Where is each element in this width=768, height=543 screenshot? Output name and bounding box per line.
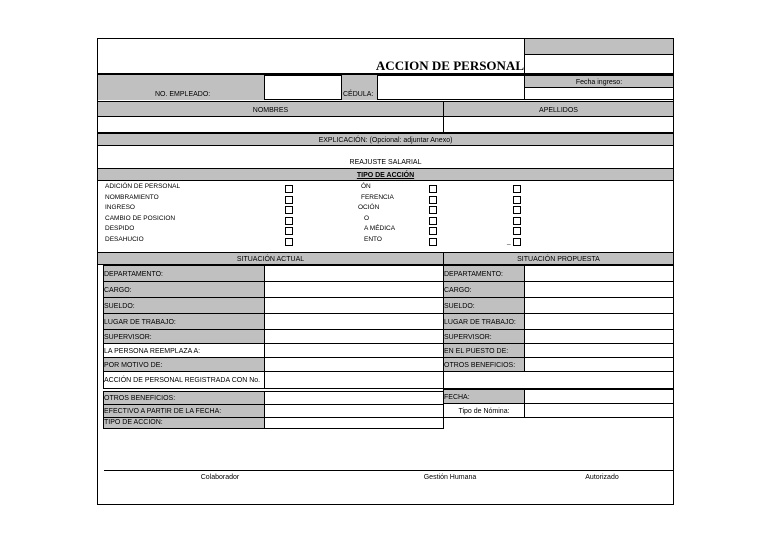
signature-colaborador: Colaborador <box>200 474 240 481</box>
tipo-checkbox[interactable] <box>285 227 293 235</box>
propuesta-input[interactable] <box>524 343 674 358</box>
tipo-item: NOMBRAMIENTO <box>105 194 159 201</box>
propuesta-input[interactable] <box>524 265 674 282</box>
actual-input[interactable] <box>264 329 444 344</box>
actual-input[interactable] <box>264 371 444 389</box>
tipo-checkbox[interactable] <box>285 217 293 225</box>
signature-line <box>104 470 674 471</box>
tipo-nomina-label: Tipo de Nómina: <box>458 408 510 415</box>
propuesta-input[interactable] <box>524 281 674 298</box>
propuesta-blank <box>443 371 674 389</box>
actual-input[interactable] <box>264 391 444 405</box>
tipo-checkbox[interactable] <box>429 227 437 235</box>
form-title: ACCION DE PERSONAL <box>375 58 524 73</box>
propuesta-label: SUPERVISOR: <box>444 334 492 341</box>
actual-label: OTROS BENEFICIOS: <box>104 395 176 402</box>
tipo-item: ENTO <box>364 236 382 243</box>
propuesta-label: SUELDO: <box>444 303 475 310</box>
tipo-checkbox[interactable] <box>513 196 521 204</box>
propuesta-input[interactable] <box>524 357 674 372</box>
apellidos-label: APELLIDOS <box>539 107 578 114</box>
header-gray-cell <box>524 38 674 55</box>
tipo-item: DESAHUCIO <box>105 236 144 243</box>
tipo-checkbox[interactable] <box>285 238 293 246</box>
actual-input[interactable] <box>264 313 444 330</box>
propuesta-label: CARGO: <box>444 287 472 294</box>
tipo-item: CAMBIO DE POSICION <box>105 215 176 222</box>
cedula-label: CÉDULA: <box>343 91 374 98</box>
actual-label: LUGAR DE TRABAJO: <box>104 319 176 326</box>
tipo-item: FERENCIA <box>361 194 394 201</box>
nombres-label: NOMBRES <box>252 107 289 114</box>
tipo-checkbox[interactable] <box>429 206 437 214</box>
actual-label: EFECTIVO A PARTIR DE LA FECHA: <box>104 408 222 415</box>
tipo-checkbox[interactable] <box>429 238 437 246</box>
actual-input[interactable] <box>264 343 444 358</box>
tipo-accion-label: TIPO DE ACCIÓN <box>356 172 415 179</box>
no-empleado-input[interactable] <box>264 75 342 100</box>
actual-label: DEPARTAMENTO: <box>104 271 163 278</box>
tipo-checkbox[interactable] <box>513 238 521 246</box>
situacion-actual-label: SITUACIÓN ACTUAL <box>236 256 305 263</box>
tipo-item: DESPIDO <box>105 225 135 232</box>
header-empty-cell <box>524 54 674 74</box>
nombres-input[interactable] <box>97 116 444 133</box>
actual-label: CARGO: <box>104 287 132 294</box>
propuesta-input[interactable] <box>524 313 674 330</box>
fecha-label: FECHA: <box>444 394 470 401</box>
signature-gestion-humana: Gestión Humana <box>423 474 477 481</box>
fecha-input[interactable] <box>524 389 674 404</box>
tipo-item: INGRESO <box>105 204 135 211</box>
propuesta-label: OTROS BENEFICIOS: <box>444 362 516 369</box>
propuesta-input[interactable] <box>524 329 674 344</box>
propuesta-input[interactable] <box>524 297 674 314</box>
actual-input[interactable] <box>264 281 444 298</box>
tipo-checkbox[interactable] <box>513 206 521 214</box>
tipo-checkbox[interactable] <box>429 185 437 193</box>
mark-text: _ <box>507 238 511 245</box>
explicacion-label: EXPLICACIÓN: (Opcional: adjuntar Anexo) <box>318 137 453 144</box>
actual-label: TIPO DE ACCION: <box>104 419 163 426</box>
cedula-input[interactable] <box>377 75 525 100</box>
tipo-item: A MÉDICA <box>364 225 396 232</box>
actual-input[interactable] <box>264 297 444 314</box>
actual-label: LA PERSONA REEMPLAZA A: <box>104 348 201 355</box>
actual-input[interactable] <box>264 404 444 418</box>
tipo-checkbox[interactable] <box>285 196 293 204</box>
tipo-item: ADICIÓN DE PERSONAL <box>105 183 181 190</box>
tipo-checkbox[interactable] <box>285 185 293 193</box>
tipo-item: OCIÓN <box>358 204 380 211</box>
actual-label: ACCIÓN DE PERSONAL REGISTRADA CON No. <box>104 377 261 384</box>
tipo-item: O <box>364 215 370 222</box>
fecha-ingreso-input[interactable] <box>524 87 674 100</box>
situacion-propuesta-label: SITUACIÓN PROPUESTA <box>517 256 600 263</box>
tipo-item: ÓN <box>361 183 371 190</box>
actual-input[interactable] <box>264 265 444 282</box>
tipo-checkbox[interactable] <box>513 227 521 235</box>
tipo-nomina-input[interactable] <box>524 403 674 418</box>
no-empleado-label: NO. EMPLEADO: <box>155 91 211 98</box>
tipo-checkbox[interactable] <box>429 196 437 204</box>
actual-input[interactable] <box>264 417 444 429</box>
actual-label: SUPERVISOR: <box>104 334 152 341</box>
tipo-checkbox[interactable] <box>429 217 437 225</box>
reajuste-label: REAJUSTE SALARIAL <box>349 159 422 166</box>
tipo-checkbox[interactable] <box>285 206 293 214</box>
propuesta-label: DEPARTAMENTO: <box>444 271 503 278</box>
tipo-checkbox[interactable] <box>513 217 521 225</box>
propuesta-label: LUGAR DE TRABAJO: <box>444 319 516 326</box>
tipo-checkbox[interactable] <box>513 185 521 193</box>
signature-autorizado: Autorizado <box>585 474 619 481</box>
fecha-ingreso-label: Fecha ingreso: <box>575 79 623 86</box>
actual-label: SUELDO: <box>104 303 135 310</box>
actual-input[interactable] <box>264 357 444 372</box>
propuesta-label: EN EL PUESTO DE: <box>444 348 509 355</box>
apellidos-input[interactable] <box>443 116 674 133</box>
actual-label: POR MOTIVO DE: <box>104 362 163 369</box>
